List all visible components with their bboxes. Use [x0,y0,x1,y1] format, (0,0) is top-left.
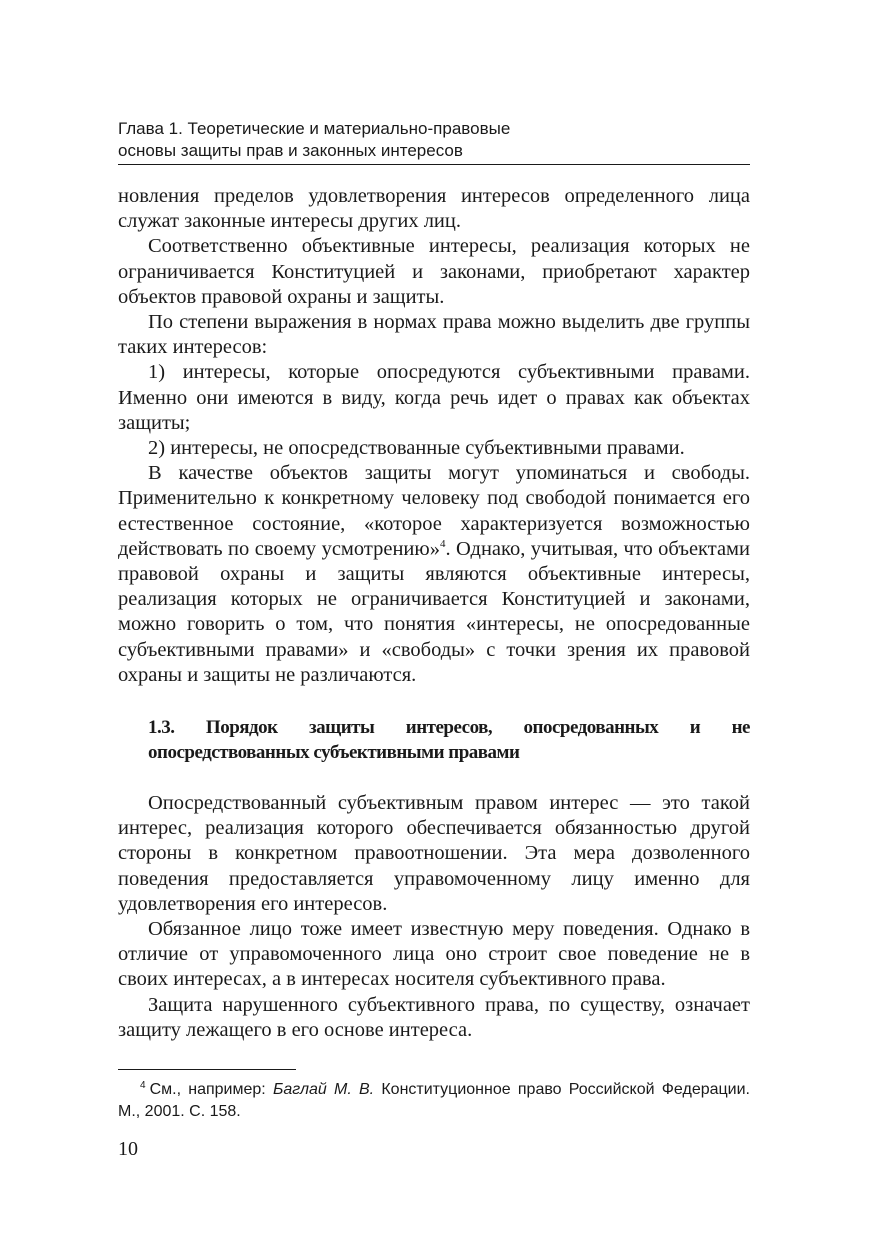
footnote-citation: Конституционное право Российской Федерации. М., 2001. С. 158. [118,1081,750,1120]
paragraph-continued: новления пределов удовлетворения интересов определенного лица служат законные интересы других лиц. [118,185,750,233]
paragraph: Опосредствованный субъективным правом интерес — это такой интерес, реализация которого обеспечивается обязанностью другой стороны в конкретном правоотношении. Эта мера дозволенного поведения предоставляется управомоченному лицу именно для удовлетворения его интересов. [118,792,750,915]
footnote-number: 4 [140,1079,146,1091]
footnote [118,1079,750,1123]
page-number: 10 [118,1138,138,1160]
section-heading: 1.3. Порядок защиты интересов, опосредованных и не опосредствованных субъективными правами [148,717,750,764]
footnote-reference[interactable]: 4 [439,538,446,551]
paragraph: Обязанное лицо тоже имеет известную меру поведения. Однако в отличие от управомоченного лица оно строит свое поведение не в своих интересах, а в интересах носителя субъективного права. [118,918,750,991]
main-text [118,184,750,1043]
running-head-line-2: основы защиты прав и законных интересов [118,141,463,160]
running-head-line-1: Глава 1. Теоретические и материально-правовые [118,119,511,138]
footnote-rule [118,1069,296,1070]
paragraph-freedoms [118,461,750,688]
header-rule [118,164,750,165]
list-item: 1) интересы, которые опосредуются субъективными правами. Именно они имеются в виду, когда речь идет о правах как объектах защиты; [118,361,750,434]
footnote-author: Баглай М. В. [272,1081,375,1098]
running-head [118,118,750,162]
paragraph: По степени выражения в нормах права можно выделить две группы таких интересов: [118,311,750,359]
list-item: 2) интересы, не опосредствованные субъективными правами. [148,437,685,460]
footnote-prefix: См., например: [149,1081,273,1098]
paragraph-freedoms-part-2: . Однако, учитывая, что объектами правовой охраны и защиты являются объективные интересы, реализация которых не ограничивается Конституцией и законами, можно говорить о том, что понятия «интересы, не опосредованные субъективными правами» и «свободы» с точки зрения их правовой охраны и защиты не различаются. [118,537,750,686]
paragraph-freedoms-part-1: В качестве объектов защиты могут упоминаться и свободы. Применительно к конкретному человеку под свободой понимается его естественное состояние, «которое характеризуется возможностью действовать по своему усмотрению» [118,462,750,560]
paragraph: Соответственно объективные интересы, реализация которых не ограничивается Конституцией и законами, приобретают характер объектов правовой охраны и защиты. [118,235,750,308]
paragraph: Защита нарушенного субъективного права, по существу, означает защиту лежащего в его основе интереса. [118,993,750,1041]
